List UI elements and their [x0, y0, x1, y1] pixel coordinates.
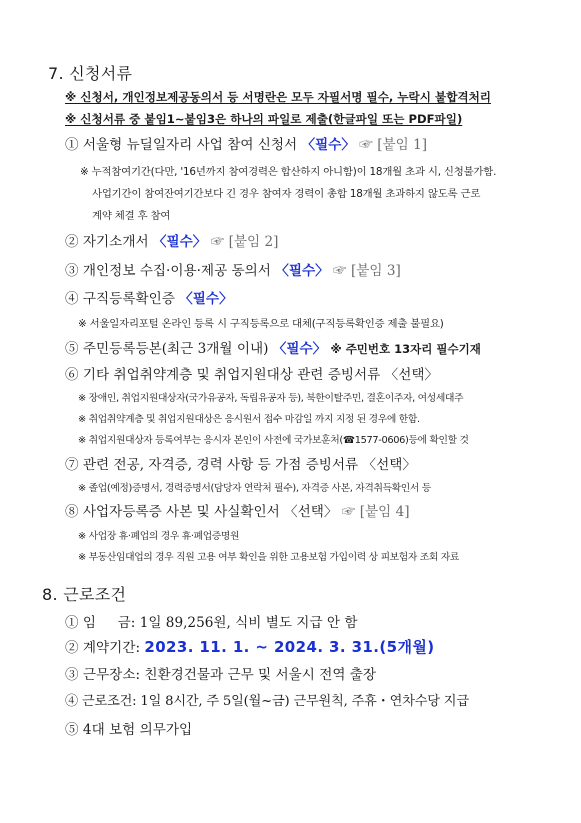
item-number: ④	[65, 291, 79, 307]
item-label: 서울형 뉴딜일자리 사업 참여 신청서	[82, 137, 298, 153]
resident-number-note: ※ 주민번호 13자리 필수기재	[330, 342, 481, 356]
item-number: ③	[65, 667, 79, 683]
item-number: ⑤	[65, 722, 79, 738]
work-condition-wage	[65, 611, 357, 631]
required-tag: 〈필수〉	[272, 341, 327, 357]
item-label: 주민등록등본(최근 3개월 이내)	[82, 341, 269, 357]
work-condition-location	[65, 663, 376, 683]
item1-note-line3: 계약 체결 후 참여	[92, 210, 171, 222]
work-condition-hours	[65, 690, 469, 709]
item-label: 구직등록확인증	[82, 291, 175, 307]
doc-item-business-registration	[65, 500, 410, 520]
doc-item-privacy-consent	[65, 259, 401, 279]
condition-label: 근무장소:	[82, 667, 141, 683]
condition-value: 1일 8시간, 주 5일(월~금) 근무원칙, 주휴・연차수당 지급	[140, 694, 469, 709]
doc-item-bonus-proof	[65, 453, 416, 473]
doc-item-self-introduction	[65, 230, 278, 250]
item-number: ⑧	[65, 504, 79, 520]
attachment-ref: ☞ [붙임 2]	[210, 234, 279, 250]
item6-note-1: ※ 장애인, 취업지원대상자(국가유공자, 독립유공자 등), 북한이탈주민, 결혼이주자, 여성세대주	[78, 393, 464, 404]
attachment-ref: ☞ [붙임 4]	[341, 504, 410, 520]
item1-note-line2: 사업기간이 참여잔여기간보다 긴 경우 참여자 경력이 총합 18개월 초과하지 않도록 근로	[92, 188, 481, 200]
work-condition-insurance	[65, 718, 192, 738]
item-label: 기타 취업취약계층 및 취업지원대상 관련 증빙서류 〈선택〉	[82, 367, 439, 383]
item-number: ⑦	[65, 457, 79, 473]
condition-label: 계약기간:	[82, 640, 141, 656]
doc-item-application-form	[65, 133, 427, 153]
required-tag: 〈필수〉	[152, 234, 207, 250]
item-number: ②	[65, 640, 79, 656]
section-7-title: 7. 신청서류	[48, 64, 133, 83]
item8-note-1: ※ 사업장 휴·폐업의 경우 휴·폐업증명원	[78, 531, 240, 542]
attachment-ref: ☞ [붙임 1]	[359, 137, 428, 153]
item-label: 관련 전공, 자격증, 경력 사항 등 가점 증빙서류 〈선택〉	[82, 457, 416, 473]
required-tag: 〈필수〉	[179, 291, 233, 307]
item4-note: ※ 서울일자리포털 온라인 등록 시 구직등록으로 대체(구직등록확인증 제출 불필요)	[78, 318, 444, 330]
item-label: 자기소개서	[82, 234, 149, 250]
condition-label: 근로조건:	[82, 694, 137, 709]
item7-note: ※ 졸업(예정)증명서, 경력증명서(담당자 연락처 필수), 자격증 사본, 자격취득확인서 등	[78, 483, 431, 494]
item-number: ⑤	[65, 341, 79, 357]
section-8-title: 8. 근로조건	[42, 585, 127, 604]
item6-note-3: ※ 취업지원대상자 등록여부는 응시자 본인이 사전에 국가보훈처(☎1577-0606)등에 확인할 것	[78, 435, 469, 446]
item-number: ①	[65, 615, 79, 631]
doc-item-resident-registration	[65, 337, 481, 357]
item-number: ②	[65, 234, 79, 250]
contract-period-value: 2023. 11. 1. ~ 2024. 3. 31.(5개월)	[144, 638, 435, 656]
notice-signature-required: ※ 신청서, 개인정보제공동의서 등 서명란은 모두 자필서명 필수, 누락시 불합격처리	[65, 90, 491, 104]
condition-value: 4대 보험 의무가입	[82, 722, 193, 738]
item-number: ③	[65, 263, 79, 279]
item-number: ⑥	[65, 367, 79, 383]
item-number: ④	[65, 694, 78, 709]
doc-item-job-registration	[65, 287, 233, 307]
condition-value: 친환경건물과 근무 및 서울시 전역 출장	[144, 667, 377, 683]
required-tag: 〈필수〉	[275, 263, 329, 279]
item-number: ①	[65, 137, 79, 153]
doc-item-vulnerable-proof	[65, 363, 438, 383]
condition-label: 임 금:	[82, 615, 136, 631]
required-tag: 〈필수〉	[301, 137, 355, 153]
item-label: 사업자등록증 사본 및 사실확인서 〈선택〉	[82, 504, 338, 520]
item8-note-2: ※ 부동산임대업의 경우 직원 고용 여부 확인을 위한 고용보험 가입이력 상 피보험자 조회 자료	[78, 552, 460, 563]
item6-note-2: ※ 취업취약계층 및 취업지원대상은 응시원서 접수 마감일 까지 지정 된 경우에 한함.	[78, 414, 420, 425]
item-label: 개인정보 수집·이용·제공 동의서	[82, 263, 271, 279]
condition-value: 1일 89,256원, 식비 별도 지급 안 함	[139, 615, 358, 631]
attachment-ref: ☞ [붙임 3]	[333, 263, 401, 279]
item1-note-line1: ※ 누적참여기간(다만, '16년까지 참여경력은 합산하지 아니함)이 18개월 초과 시, 신청불가함.	[80, 166, 497, 178]
notice-file-submission: ※ 신청서류 중 붙임1~붙임3은 하나의 파일로 제출(한글파일 또는 PDF파일)	[65, 112, 463, 126]
work-condition-contract-period	[65, 636, 435, 657]
